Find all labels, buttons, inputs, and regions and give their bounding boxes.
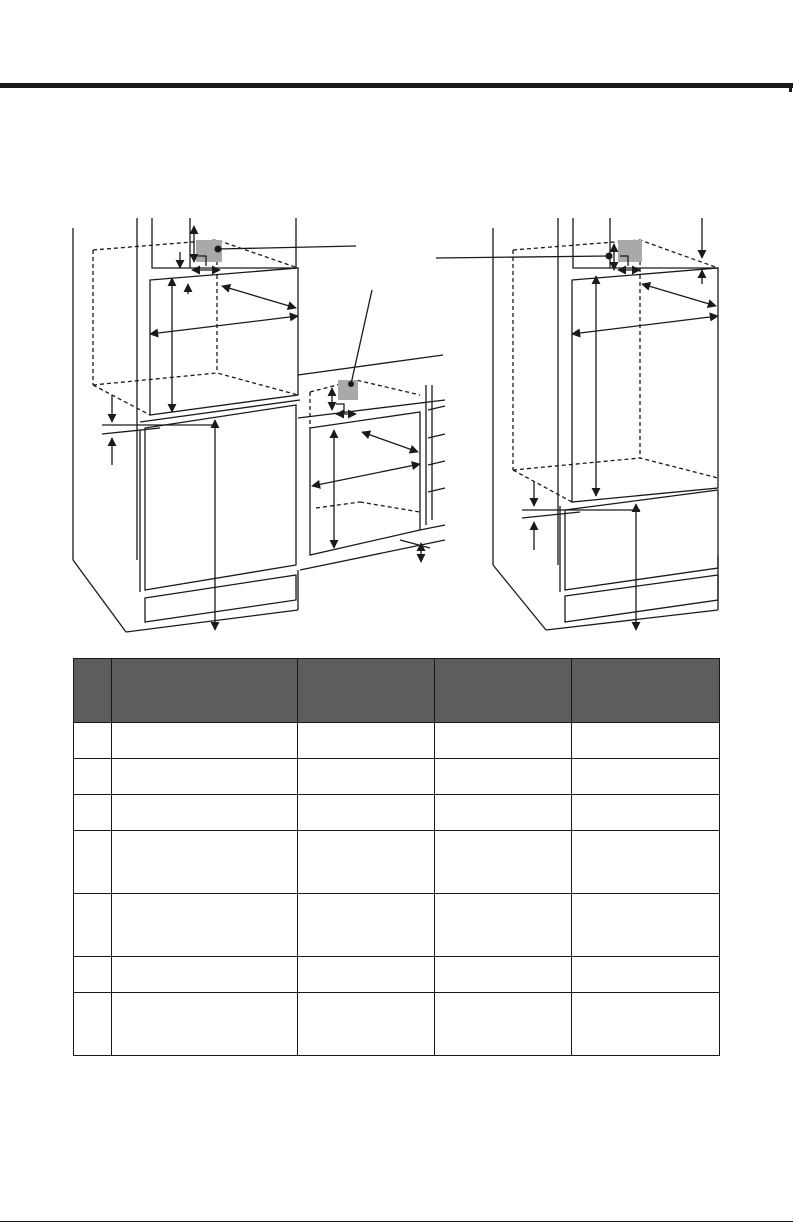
- table-row: [74, 723, 720, 759]
- header-rule: [0, 83, 793, 88]
- table-header-row: [74, 659, 720, 723]
- table-row: [74, 759, 720, 795]
- table-cell: [572, 759, 720, 795]
- table-cell: [112, 894, 298, 957]
- installation-diagram: [0, 200, 793, 645]
- outlet-box-icon-3: [618, 240, 642, 262]
- table-cell: [572, 831, 720, 894]
- header-cell: [572, 659, 720, 723]
- table-cell: [435, 759, 572, 795]
- table-cell: [112, 957, 298, 993]
- table-cell: [74, 993, 112, 1056]
- table-cell: [112, 795, 298, 831]
- outlet-box-icon-2: [338, 380, 358, 400]
- table-cell: [74, 957, 112, 993]
- table-cell: [298, 723, 435, 759]
- table-cell: [74, 759, 112, 795]
- header-cell: [298, 659, 435, 723]
- table-cell: [298, 831, 435, 894]
- header-cell: [435, 659, 572, 723]
- table-cell: [572, 894, 720, 957]
- undercounter-oven-cabinet: [298, 355, 445, 570]
- table-cell: [112, 831, 298, 894]
- table-cell: [74, 723, 112, 759]
- undercounter-oven-outline: [310, 380, 420, 512]
- table-cell: [572, 957, 720, 993]
- table-row: [74, 894, 720, 957]
- table-cell: [435, 957, 572, 993]
- table-cell: [298, 894, 435, 957]
- table-cell: [435, 723, 572, 759]
- table-cell: [435, 894, 572, 957]
- table-cell: [435, 993, 572, 1056]
- table-cell: [74, 894, 112, 957]
- header-cell: [112, 659, 298, 723]
- single-oven-cabinet: [493, 218, 718, 630]
- table-row: [74, 831, 720, 894]
- table-cell: [572, 723, 720, 759]
- double-oven-outline: [93, 240, 298, 415]
- table-row: [74, 795, 720, 831]
- table-row: [74, 957, 720, 993]
- table-cell: [572, 993, 720, 1056]
- table-cell: [435, 795, 572, 831]
- table-cell: [298, 993, 435, 1056]
- header-cell: [74, 659, 112, 723]
- table-cell: [74, 831, 112, 894]
- table-cell: [298, 759, 435, 795]
- table-cell: [435, 831, 572, 894]
- table-row: [74, 993, 720, 1056]
- header-rule-tick: [789, 83, 792, 92]
- footer-rule: [0, 1221, 793, 1222]
- table-cell: [298, 957, 435, 993]
- table-cell: [112, 759, 298, 795]
- table-cell: [112, 723, 298, 759]
- table-cell: [298, 795, 435, 831]
- single-oven-outline: [513, 240, 718, 502]
- table-cell: [572, 795, 720, 831]
- table-cell: [112, 993, 298, 1056]
- table-cell: [74, 795, 112, 831]
- specifications-table: [73, 658, 720, 1056]
